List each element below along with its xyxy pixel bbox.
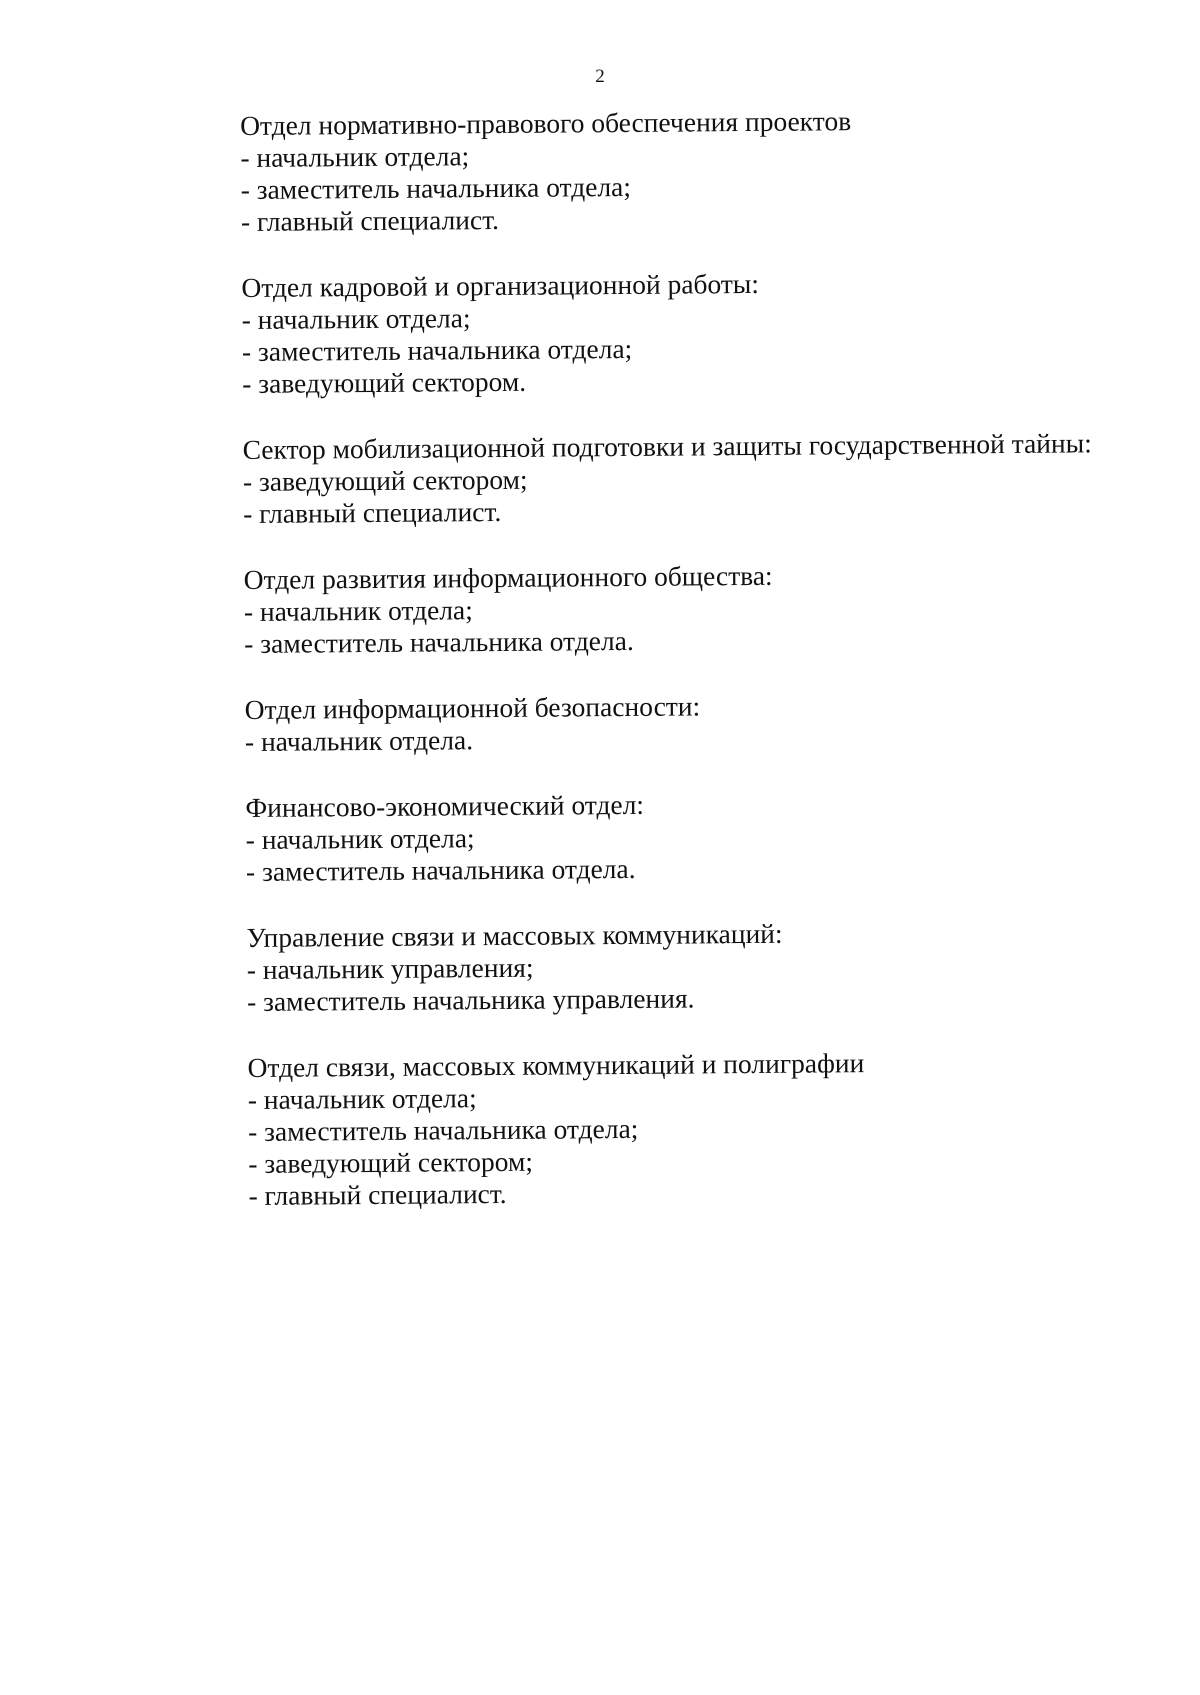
list-item: - заместитель начальника управления. [246, 982, 695, 1017]
section-info-security [245, 687, 1145, 758]
list-item: - начальник отдела; [243, 594, 473, 627]
list-item: - заведующий сектором; [248, 1145, 534, 1179]
section-communications-directorate [246, 915, 1147, 1018]
list-item: - главный специалист. [240, 203, 500, 237]
section-hr [241, 265, 1142, 400]
section-title: Отдел нормативно-правового обеспечения проектов [240, 105, 852, 141]
list-item: - заместитель начальника отдела. [245, 852, 636, 887]
section-title: Управление связи и массовых коммуникаций: [246, 917, 783, 953]
section-legal-support [240, 103, 1141, 238]
section-title: Отдел кадровой и организационной работы: [241, 267, 760, 303]
list-item: - главный специалист. [248, 1177, 507, 1211]
list-item: - заведующий сектором; [242, 463, 528, 497]
section-title: Сектор мобилизационной подготовки и защиты государственной тайны: [242, 427, 1092, 465]
section-mobilization [243, 427, 1144, 530]
section-communications-printing [247, 1045, 1148, 1212]
section-info-society [244, 557, 1145, 660]
list-item: - начальник отдела; [240, 140, 470, 173]
list-item: - заведующий сектором. [242, 365, 527, 399]
list-item: - начальник управления; [246, 951, 534, 985]
list-item: - заместитель начальника отдела; [247, 1112, 639, 1147]
page-number: 2 [595, 66, 605, 87]
document-body [240, 103, 1149, 1246]
section-title: Отдел информационной безопасности: [244, 690, 701, 725]
list-item: - начальник отдела; [241, 302, 471, 335]
list-item: - заместитель начальника отдела; [241, 332, 633, 367]
list-item: - начальник отдела; [247, 1082, 477, 1115]
section-finance [245, 785, 1146, 888]
list-item: - главный специалист. [243, 495, 502, 529]
list-item: - заместитель начальника отдела; [240, 170, 632, 205]
list-item: - начальник отдела. [244, 724, 474, 757]
list-item: - заместитель начальника отдела. [244, 624, 634, 659]
list-item: - начальник отдела; [245, 822, 475, 855]
section-title: Финансово-экономический отдел: [245, 788, 645, 823]
section-title: Отдел развития информационного общества: [243, 559, 773, 595]
section-title: Отдел связи, массовых коммуникаций и полиграфии [247, 1047, 865, 1083]
